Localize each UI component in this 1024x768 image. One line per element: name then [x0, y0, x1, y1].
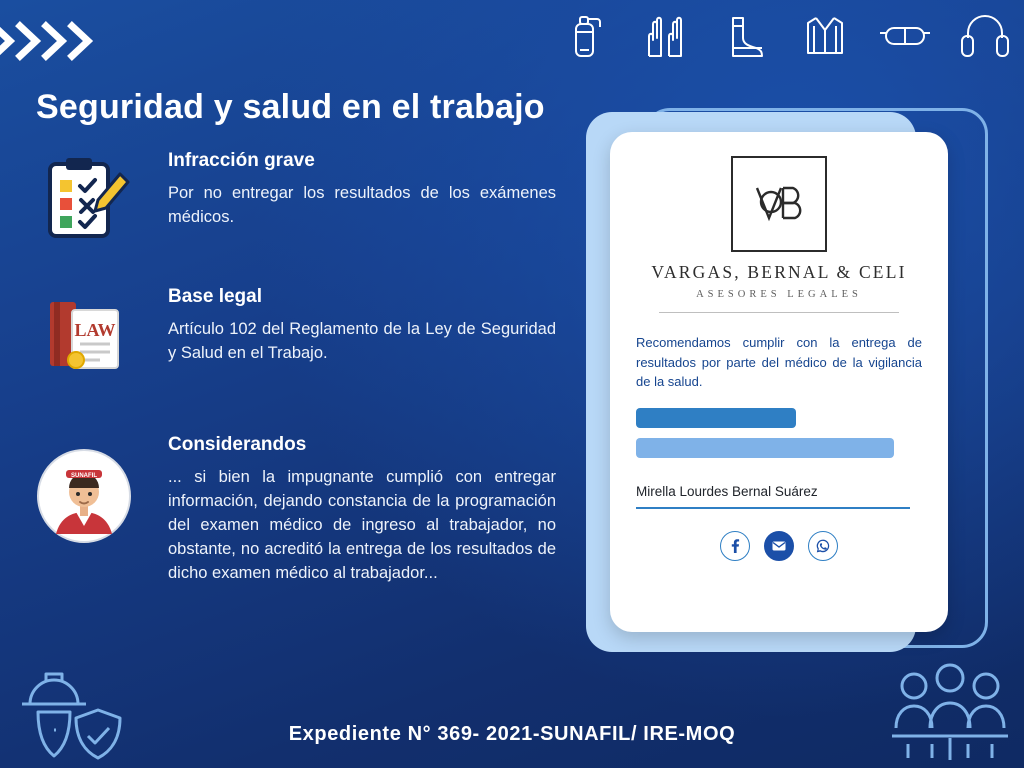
block-heading: Considerandos: [168, 434, 307, 455]
fire-extinguisher-icon: [556, 6, 614, 64]
expediente-footer: Expediente N° 369- 2021-SUNAFIL/ IRE-MOQ: [288, 723, 736, 745]
whatsapp-icon[interactable]: [808, 531, 838, 561]
ear-protection-icon: [956, 6, 1014, 64]
signature-rule: [636, 507, 910, 509]
block-text: ... si bien la impugnante cumplió con entregar información, dejando constancia de la programación del examen médico de ingreso al trabajador, no obstante, no acreditó la entrega de los resultados de dicho examen médico al trabajador...: [168, 468, 556, 582]
workers-group-icon: [884, 658, 1016, 764]
ppe-icon-strip: [556, 6, 1014, 64]
sunafil-inspector-icon: [36, 448, 132, 544]
block-text: Artículo 102 del Reglamento de la Ley de Seguridad y Salud en el Trabajo.: [168, 320, 556, 362]
firm-subtitle: ASESORES LEGALES: [696, 289, 862, 300]
block-base-legal: [36, 286, 556, 416]
safety-goggles-icon: [876, 6, 934, 64]
svg-text:SUNAFIL: SUNAFIL: [71, 473, 97, 479]
chevrons-right-icon: [0, 18, 108, 64]
vbc-monogram-icon: [731, 156, 827, 252]
divider: [659, 312, 899, 313]
safety-gloves-icon: [636, 6, 694, 64]
block-heading: Base legal: [168, 286, 262, 307]
facebook-icon[interactable]: [720, 531, 750, 561]
block-heading: Infracción grave: [168, 150, 315, 171]
page-title: Seguridad y salud en el trabajo: [36, 88, 545, 126]
email-icon[interactable]: [764, 531, 794, 561]
signer-name: Mirella Lourdes Bernal Suárez: [636, 483, 818, 499]
clipboard-checklist-icon: [36, 150, 132, 246]
safety-boot-icon: [716, 6, 774, 64]
block-infraccion-grave: [36, 150, 556, 268]
law-firm-card: [586, 108, 990, 660]
card-front-panel: [610, 132, 948, 632]
safety-vest-icon: [796, 6, 854, 64]
content-blocks: [36, 150, 556, 662]
block-text: Por no entregar los resultados de los exámenes médicos.: [168, 184, 556, 226]
firm-name: VARGAS, BERNAL & CELI: [651, 262, 907, 282]
placeholder-bar-secondary: [636, 438, 894, 458]
law-book-icon: [36, 286, 132, 382]
recommendation-text: Recomendamos cumplir con la entrega de resultados por parte del médico de la vigilancia de la salud.: [636, 335, 922, 389]
placeholder-bar-primary: [636, 408, 796, 428]
block-considerandos: [36, 434, 556, 644]
worker-helmet-shield-icon: [8, 656, 126, 764]
svg-text:LAW: LAW: [74, 320, 116, 340]
social-links: [636, 531, 922, 561]
